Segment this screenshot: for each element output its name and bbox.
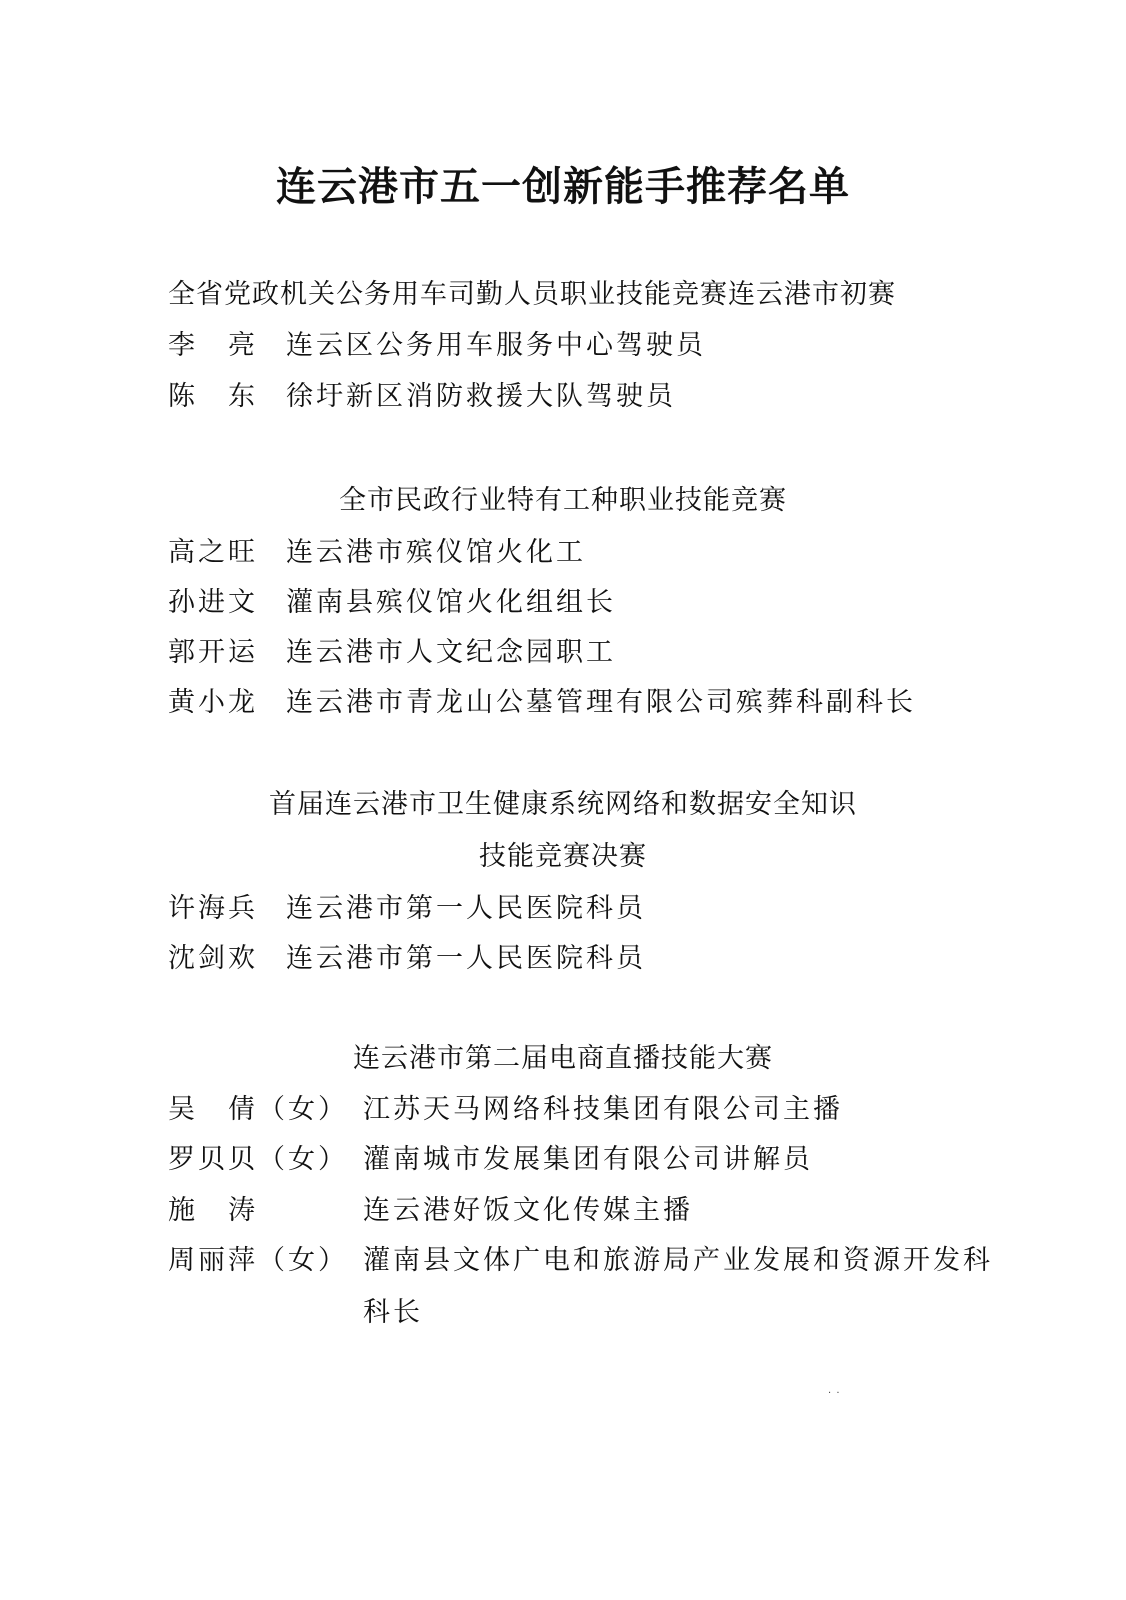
- list-item: [168, 1188, 693, 1227]
- nominee-name: 沈剑欢: [168, 943, 258, 974]
- nominee-description: 江苏天马网络科技集团有限公司主播: [363, 1094, 843, 1125]
- nominee-name: 吴 倩（女）: [168, 1094, 348, 1125]
- page-title: 连云港市五一创新能手推荐名单: [276, 163, 850, 210]
- section-heading-3-line2: 技能竞赛决赛: [479, 841, 647, 872]
- list-item: [168, 580, 616, 619]
- nominee-name: 郭开运: [168, 637, 258, 668]
- list-item: [168, 630, 616, 669]
- section-heading-1: 全省党政机关公务用车司勤人员职业技能竞赛连云港市初赛: [168, 279, 896, 310]
- nominee-name: 陈 东: [168, 381, 258, 412]
- nominee-name: 施 涛: [168, 1195, 258, 1226]
- nominee-description: 灌南城市发展集团有限公司讲解员: [363, 1144, 813, 1175]
- nominee-description: 连云区公务用车服务中心驾驶员: [286, 330, 706, 361]
- nominee-description-continuation: 科长: [363, 1297, 423, 1328]
- nominee-name: 许海兵: [168, 893, 258, 924]
- nominee-name: 周丽萍（女）: [168, 1245, 348, 1276]
- scan-speck: · ·: [828, 1388, 841, 1399]
- nominee-name: 罗贝贝（女）: [168, 1144, 348, 1175]
- nominee-description: 连云港市第一人民医院科员: [286, 943, 646, 974]
- nominee-description: 灌南县殡仪馆火化组组长: [286, 587, 616, 618]
- nominee-name: 孙进文: [168, 587, 258, 618]
- nominee-description: 连云港市人文纪念园职工: [286, 637, 616, 668]
- nominee-description: 连云港市青龙山公墓管理有限公司殡葬科副科长: [286, 687, 916, 718]
- list-item: [168, 530, 586, 569]
- list-item: [168, 886, 646, 925]
- nominee-description: 徐圩新区消防救援大队驾驶员: [286, 381, 676, 412]
- nominee-name: 高之旺: [168, 537, 258, 568]
- list-item: [168, 1087, 843, 1126]
- nominee-description: 灌南县文体广电和旅游局产业发展和资源开发科: [363, 1245, 993, 1276]
- section-heading-2: 全市民政行业特有工种职业技能竞赛: [339, 485, 787, 516]
- nominee-name: 黄小龙: [168, 687, 258, 718]
- list-item: [168, 1137, 813, 1176]
- list-item: [168, 936, 646, 975]
- nominee-description: 连云港好饭文化传媒主播: [363, 1195, 693, 1226]
- list-item: [168, 680, 916, 719]
- nominee-description: 连云港市殡仪馆火化工: [286, 537, 586, 568]
- list-item: [168, 374, 676, 413]
- list-item: [168, 323, 706, 362]
- section-heading-3: 首届连云港市卫生健康系统网络和数据安全知识: [269, 789, 857, 820]
- nominee-description: 连云港市第一人民医院科员: [286, 893, 646, 924]
- nominee-name: 李 亮: [168, 330, 258, 361]
- list-item: [168, 1238, 993, 1277]
- section-heading-4: 连云港市第二届电商直播技能大赛: [353, 1043, 773, 1074]
